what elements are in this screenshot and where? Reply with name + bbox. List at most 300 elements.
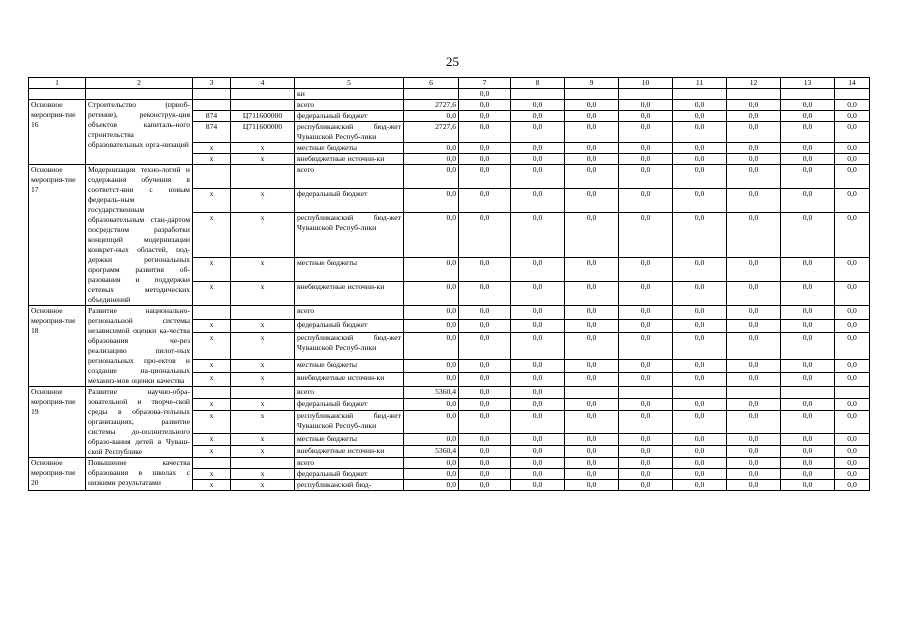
value-cell: 0,0 <box>673 306 727 320</box>
value-cell: 0,0 <box>404 111 459 122</box>
value-cell: 0,0 <box>673 469 727 480</box>
code-cell: х <box>193 480 231 491</box>
value-cell: 0,0 <box>673 165 727 189</box>
value-cell: 0,0 <box>511 154 565 165</box>
funding-row <box>29 306 870 320</box>
code-cell: х <box>231 319 295 333</box>
value-cell: 0,0 <box>835 399 870 411</box>
value-cell: 0,0 <box>404 359 459 373</box>
value-cell: 0,0 <box>619 188 673 212</box>
code-cell: х <box>231 433 295 445</box>
measure-title: Повышение качества образования в школах с низкими результатами <box>86 458 193 491</box>
value-cell: 0,0 <box>727 469 781 480</box>
value-cell: 0,0 <box>781 143 835 154</box>
value-cell: 0,0 <box>404 411 459 434</box>
value-cell: 0,0 <box>619 100 673 111</box>
value-cell: 0,0 <box>511 306 565 320</box>
value-cell: 0,0 <box>781 319 835 333</box>
code-cell: х <box>231 143 295 154</box>
value-cell: 0,0 <box>565 373 619 387</box>
col-header: 7 <box>459 78 511 89</box>
code-cell: х <box>231 445 295 457</box>
value-cell: 0,0 <box>673 111 727 122</box>
funding-source: республиканский бюд-жет Чувашской Респуб-лики <box>295 411 404 434</box>
cell <box>619 89 673 100</box>
value-cell: 0,0 <box>835 445 870 457</box>
value-cell: 0,0 <box>565 333 619 359</box>
code-cell: х <box>193 411 231 434</box>
value-cell: 0,0 <box>619 111 673 122</box>
funding-source: всего <box>295 306 404 320</box>
code-cell: х <box>193 333 231 359</box>
value-cell: 0,0 <box>835 469 870 480</box>
code-cell: х <box>193 445 231 457</box>
code-cell: х <box>193 399 231 411</box>
budget-table <box>28 77 870 491</box>
value-cell: 0,0 <box>511 143 565 154</box>
funding-source: республиканский бюд-жет Чувашской Респуб-лики <box>295 333 404 359</box>
cell <box>404 89 459 100</box>
value-cell: 0,0 <box>727 212 781 258</box>
code-cell: х <box>193 319 231 333</box>
value-cell: 0,0 <box>459 154 511 165</box>
funding-source: всего <box>295 100 404 111</box>
col-header: 5 <box>295 78 404 89</box>
value-cell: 0,0 <box>835 154 870 165</box>
value-cell: 0,0 <box>781 469 835 480</box>
measure-label: Основное мероприя-тие 18 <box>29 306 86 387</box>
value-cell: 0,0 <box>673 319 727 333</box>
cell <box>835 89 870 100</box>
value-cell: 0,0 <box>781 100 835 111</box>
value-cell: 0,0 <box>727 111 781 122</box>
value-cell: 0,0 <box>781 359 835 373</box>
value-cell: 0,0 <box>727 359 781 373</box>
value-cell: 0,0 <box>565 445 619 457</box>
value-cell <box>835 387 870 399</box>
value-cell: 0,0 <box>511 122 565 143</box>
value-cell: 0,0 <box>727 258 781 282</box>
value-cell: 0,0 <box>511 165 565 189</box>
funding-source: федеральный бюджет <box>295 111 404 122</box>
value-cell: 0,0 <box>673 445 727 457</box>
code-cell: х <box>193 258 231 282</box>
value-cell: 0,0 <box>835 165 870 189</box>
value-cell: 0,0 <box>781 445 835 457</box>
value-cell: 0,0 <box>404 188 459 212</box>
value-cell: 0,0 <box>727 458 781 469</box>
col-header: 10 <box>619 78 673 89</box>
value-cell: 0,0 <box>835 188 870 212</box>
value-cell <box>565 387 619 399</box>
value-cell: 0,0 <box>404 333 459 359</box>
value-cell: 0,0 <box>835 333 870 359</box>
measure-title: Развитие научно-обра-зовательной и творче-ской среды в образова-тельных организациях, развитие системы до-полнительного образо-вания детей в Чуваш-ской Республике <box>86 387 193 458</box>
code-cell: х <box>193 143 231 154</box>
value-cell: 0,0 <box>619 319 673 333</box>
funding-row <box>29 387 870 399</box>
col-header: 3 <box>193 78 231 89</box>
value-cell: 0,0 <box>511 212 565 258</box>
code-cell <box>193 165 231 189</box>
value-cell: 0,0 <box>835 373 870 387</box>
value-cell: 0,0 <box>781 154 835 165</box>
column-number-row <box>29 78 870 89</box>
value-cell: 0,0 <box>835 433 870 445</box>
value-cell: 0,0 <box>619 212 673 258</box>
col-header: 14 <box>835 78 870 89</box>
value-cell: 0,0 <box>459 212 511 258</box>
col-header: 12 <box>727 78 781 89</box>
value-cell: 0,0 <box>619 373 673 387</box>
funding-source: внебюджетные источни-ки <box>295 373 404 387</box>
value-cell: 0,0 <box>459 333 511 359</box>
code-cell: х <box>231 469 295 480</box>
value-cell: 0,0 <box>781 433 835 445</box>
value-cell: 0,0 <box>727 143 781 154</box>
value-cell: 0,0 <box>781 480 835 491</box>
code-cell: х <box>193 282 231 306</box>
value-cell: 0,0 <box>459 100 511 111</box>
code-cell: Ц711600000 <box>231 111 295 122</box>
col-header: 6 <box>404 78 459 89</box>
value-cell: 0,0 <box>404 306 459 320</box>
value-cell: 0,0 <box>459 387 511 399</box>
col-header: 8 <box>511 78 565 89</box>
value-cell: 0,0 <box>673 458 727 469</box>
value-cell: 0,0 <box>619 165 673 189</box>
code-cell: х <box>231 188 295 212</box>
continuation-row <box>29 89 870 100</box>
value-cell: 0,0 <box>673 373 727 387</box>
cell <box>29 89 86 100</box>
value-cell: 0,0 <box>459 143 511 154</box>
col-header: 13 <box>781 78 835 89</box>
value-cell: 0,0 <box>565 433 619 445</box>
value-cell: 0,0 <box>727 480 781 491</box>
cell <box>673 89 727 100</box>
value-cell: 0,0 <box>565 111 619 122</box>
value-cell: 0,0 <box>459 111 511 122</box>
value-cell: 0,0 <box>565 143 619 154</box>
funding-source: федеральный бюджет <box>295 399 404 411</box>
value-cell: 0,0 <box>404 258 459 282</box>
value-cell: 0,0 <box>835 100 870 111</box>
code-cell: 874 <box>193 111 231 122</box>
value-cell: 0,0 <box>781 399 835 411</box>
funding-source: местные бюджеты <box>295 359 404 373</box>
value-cell: 0,0 <box>619 282 673 306</box>
value-cell: 0,0 <box>619 411 673 434</box>
cell <box>86 89 193 100</box>
value-cell: 0,0 <box>781 165 835 189</box>
value-cell: 5360,4 <box>404 445 459 457</box>
value-cell <box>727 387 781 399</box>
code-cell: х <box>193 188 231 212</box>
value-cell: 0,0 <box>727 100 781 111</box>
code-cell <box>231 165 295 189</box>
value-cell: 0,0 <box>459 458 511 469</box>
code-cell: Ц711600000 <box>231 122 295 143</box>
value-cell: 0,0 <box>619 433 673 445</box>
value-cell: 0,0 <box>404 212 459 258</box>
value-cell: 0,0 <box>673 282 727 306</box>
code-cell: х <box>231 411 295 434</box>
cell <box>727 89 781 100</box>
value-cell: 0,0 <box>835 458 870 469</box>
value-cell: 0,0 <box>565 458 619 469</box>
value-cell: 0,0 <box>404 282 459 306</box>
value-cell: 0,0 <box>673 100 727 111</box>
value-cell: 0,0 <box>459 469 511 480</box>
value-cell: 0,0 <box>673 333 727 359</box>
value-cell: 0,0 <box>781 306 835 320</box>
code-cell <box>231 458 295 469</box>
value-cell: 0,0 <box>835 282 870 306</box>
value-cell: 0,0 <box>619 143 673 154</box>
value-cell: 0,0 <box>673 480 727 491</box>
value-cell: 0,0 <box>511 188 565 212</box>
funding-source: федеральный бюджет <box>295 319 404 333</box>
measure-label: Основное мероприя-тие 16 <box>29 100 86 165</box>
value-cell: 0,0 <box>459 433 511 445</box>
value-cell: 0,0 <box>619 122 673 143</box>
code-cell: х <box>193 373 231 387</box>
code-cell <box>231 306 295 320</box>
value-cell: 0,0 <box>727 411 781 434</box>
value-cell: 0,0 <box>781 373 835 387</box>
value-cell: 0,0 <box>404 399 459 411</box>
cell <box>781 89 835 100</box>
value-cell: 0,0 <box>511 480 565 491</box>
code-cell <box>231 100 295 111</box>
value-cell: 0,0 <box>619 359 673 373</box>
value-cell: 0,0 <box>565 319 619 333</box>
value-cell: 0,0 <box>459 359 511 373</box>
value-cell: 0,0 <box>404 154 459 165</box>
code-cell <box>193 100 231 111</box>
code-cell: х <box>231 359 295 373</box>
value-cell: 0,0 <box>673 399 727 411</box>
value-cell: 0,0 <box>404 469 459 480</box>
value-cell: 0,0 <box>511 258 565 282</box>
value-cell: 0,0 <box>781 122 835 143</box>
value-cell: 0,0 <box>727 165 781 189</box>
value-cell: 0,0 <box>565 212 619 258</box>
code-cell: х <box>193 469 231 480</box>
funding-source: ки <box>295 89 404 100</box>
funding-source: федеральный бюджет <box>295 469 404 480</box>
value-cell: 0,0 <box>727 122 781 143</box>
value-cell: 0,0 <box>565 399 619 411</box>
measure-label: Основное мероприя-тие 17 <box>29 165 86 306</box>
funding-source: всего <box>295 387 404 399</box>
funding-source: внебюджетные источни-ки <box>295 445 404 457</box>
funding-source: всего <box>295 458 404 469</box>
funding-source: местные бюджеты <box>295 433 404 445</box>
value-cell: 0,0 <box>673 411 727 434</box>
value-cell: 0,0 <box>619 469 673 480</box>
cell <box>231 89 295 100</box>
value-cell: 0,0 <box>835 143 870 154</box>
value-cell: 0,0 <box>781 111 835 122</box>
value-cell <box>619 387 673 399</box>
value-cell: 0,0 <box>511 373 565 387</box>
value-cell: 0,0 <box>565 188 619 212</box>
code-cell: х <box>193 433 231 445</box>
value-cell: 0,0 <box>404 319 459 333</box>
value-cell: 0,0 <box>404 458 459 469</box>
value-cell: 0,0 <box>781 282 835 306</box>
value-cell: 0,0 <box>565 258 619 282</box>
value-cell: 0,0 <box>835 411 870 434</box>
measure-label: Основное мероприя-тие 20 <box>29 458 86 491</box>
value-cell: 0,0 <box>835 480 870 491</box>
value-cell: 0,0 <box>835 258 870 282</box>
col-header: 9 <box>565 78 619 89</box>
value-cell: 0,0 <box>565 480 619 491</box>
value-cell: 0,0 <box>781 188 835 212</box>
code-cell <box>193 458 231 469</box>
value-cell: 0,0 <box>459 122 511 143</box>
value-cell: 0,0 <box>673 212 727 258</box>
funding-source: республиканский бюд-жет Чувашской Респуб-лики <box>295 212 404 258</box>
value-cell: 0,0 <box>727 282 781 306</box>
value-cell: 0,0 <box>835 212 870 258</box>
funding-row <box>29 458 870 469</box>
measure-title: Модернизация техно-логий и содержания обучения в соответст-вии с новым федераль-ным государственным образовательным стан-дартом посредством разработки концепций модернизации конкрет-ных областей, под-держки региональных программ развития об-разования и поддержки сетевых методических объединений <box>86 165 193 306</box>
col-header: 11 <box>673 78 727 89</box>
value-cell: 0,0 <box>619 333 673 359</box>
value-cell: 0,0 <box>404 433 459 445</box>
value-cell: 0,0 <box>511 445 565 457</box>
cell <box>193 89 231 100</box>
value-cell: 2727,6 <box>404 100 459 111</box>
value-cell: 0,0 <box>619 306 673 320</box>
code-cell: х <box>231 480 295 491</box>
value-cell: 0,0 <box>404 165 459 189</box>
funding-source: внебюджетные источни-ки <box>295 154 404 165</box>
value-cell: 0,0 <box>511 100 565 111</box>
value-cell: 0,0 <box>673 258 727 282</box>
value-cell: 0,0 <box>459 373 511 387</box>
value-cell: 0,0 <box>511 282 565 306</box>
value-cell: 0,0 <box>459 445 511 457</box>
value-cell: 0,0 <box>619 458 673 469</box>
funding-row <box>29 100 870 111</box>
code-cell: х <box>193 212 231 258</box>
value-cell: 0,0 <box>459 480 511 491</box>
code-cell: х <box>231 399 295 411</box>
value-cell: 0,0 <box>835 306 870 320</box>
col-header: 2 <box>86 78 193 89</box>
funding-source: всего <box>295 165 404 189</box>
value-cell: 0,0 <box>781 333 835 359</box>
code-cell: х <box>231 212 295 258</box>
value-cell: 0,0 <box>673 188 727 212</box>
value-cell: 0,0 <box>673 433 727 445</box>
value-cell: 0,0 <box>459 282 511 306</box>
value-cell: 0,0 <box>565 122 619 143</box>
value-cell: 0,0 <box>673 154 727 165</box>
measure-label: Основное мероприя-тие 19 <box>29 387 86 458</box>
value-cell: 0,0 <box>619 258 673 282</box>
cell <box>565 89 619 100</box>
code-cell <box>231 387 295 399</box>
value-cell: 0,0 <box>459 258 511 282</box>
value-cell: 0,0 <box>565 411 619 434</box>
value-cell: 0,0 <box>673 143 727 154</box>
page-number: 25 <box>446 54 459 69</box>
value-cell: 0,0 <box>835 111 870 122</box>
value-cell: 0,0 <box>459 165 511 189</box>
value-cell: 0,0 <box>727 433 781 445</box>
col-header: 4 <box>231 78 295 89</box>
value-cell: 0,0 <box>565 282 619 306</box>
code-cell: х <box>193 154 231 165</box>
value-cell: 0,0 <box>727 188 781 212</box>
funding-source: местные бюджеты <box>295 258 404 282</box>
value-cell <box>673 387 727 399</box>
value-cell: 0,0 <box>459 89 511 100</box>
code-cell <box>193 387 231 399</box>
code-cell: х <box>193 359 231 373</box>
value-cell: 0,0 <box>404 480 459 491</box>
cell <box>511 89 565 100</box>
value-cell: 0,0 <box>781 411 835 434</box>
value-cell: 0,0 <box>727 306 781 320</box>
value-cell: 0,0 <box>511 399 565 411</box>
value-cell: 0,0 <box>404 143 459 154</box>
value-cell: 5360,4 <box>404 387 459 399</box>
value-cell <box>781 387 835 399</box>
value-cell: 0,0 <box>565 469 619 480</box>
value-cell: 0,0 <box>459 319 511 333</box>
measure-title: Развитие национально-региональной системы независимой оценки ка-чества образования че-рез реализацию пилот-ных региональных про-ектов и создание на-циональных механиз-мов оценки качества <box>86 306 193 387</box>
funding-source: республиканский бюд- <box>295 480 404 491</box>
value-cell: 0,0 <box>404 373 459 387</box>
code-cell <box>193 306 231 320</box>
code-cell: х <box>231 373 295 387</box>
code-cell: х <box>231 258 295 282</box>
value-cell: 0,0 <box>511 111 565 122</box>
value-cell: 0,0 <box>673 122 727 143</box>
col-header: 1 <box>29 78 86 89</box>
value-cell: 0,0 <box>835 319 870 333</box>
value-cell: 0,0 <box>511 319 565 333</box>
funding-source: федеральный бюджет <box>295 188 404 212</box>
value-cell: 0,0 <box>781 258 835 282</box>
value-cell: 0,0 <box>727 373 781 387</box>
value-cell: 0,0 <box>565 165 619 189</box>
value-cell: 0,0 <box>565 306 619 320</box>
value-cell: 0,0 <box>727 445 781 457</box>
value-cell: 0,0 <box>619 480 673 491</box>
measure-title: Строительство (приоб-ретение), реконструк-ция объектов капиталь-ного строительства образовательных орга-низаций <box>86 100 193 165</box>
value-cell: 0,0 <box>727 154 781 165</box>
value-cell: 0,0 <box>565 100 619 111</box>
value-cell: 0,0 <box>511 359 565 373</box>
value-cell: 0,0 <box>511 469 565 480</box>
value-cell: 0,0 <box>727 319 781 333</box>
value-cell: 0,0 <box>781 212 835 258</box>
code-cell: х <box>231 333 295 359</box>
value-cell: 0,0 <box>727 399 781 411</box>
funding-source: республиканский бюд-жет Чувашской Респуб-лики <box>295 122 404 143</box>
funding-source: местные бюджеты <box>295 143 404 154</box>
value-cell: 0,0 <box>781 458 835 469</box>
value-cell: 0,0 <box>565 359 619 373</box>
